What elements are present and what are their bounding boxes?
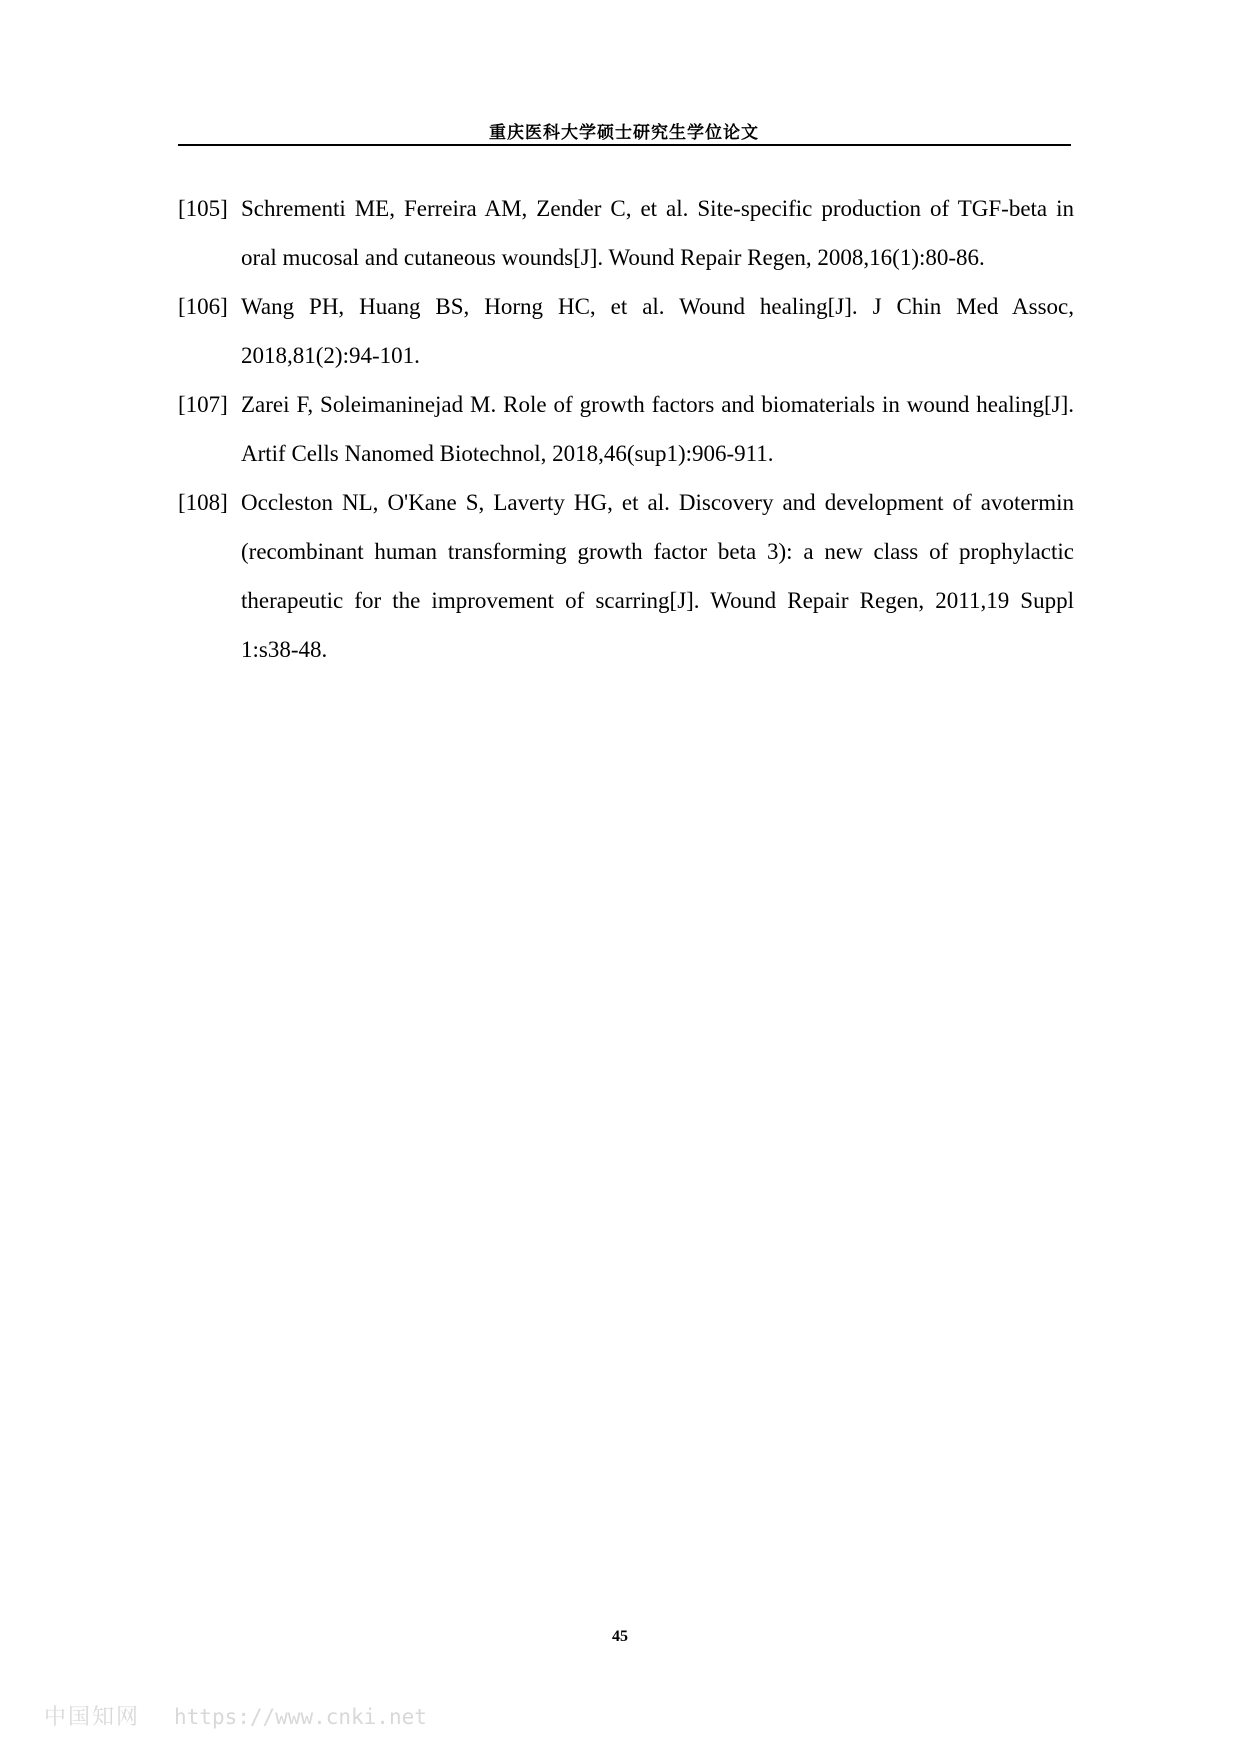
watermark	[44, 1700, 427, 1731]
reference-number: [105]	[178, 196, 228, 221]
page-header-title: 重庆医科大学硕士研究生学位论文	[489, 123, 759, 143]
reference-text: Schrementi ME, Ferreira AM, Zender C, et al. Site-specific production of TGF-beta in oral mucosal and cutaneous wounds[J]. Wound Repair Regen, 2008,16(1):80-86.	[241, 196, 1074, 270]
reference-item	[178, 380, 1074, 478]
reference-text: Occleston NL, O'Kane S, Laverty HG, et al. Discovery and development of avotermin (recombinant human transforming growth factor beta 3): a new class of prophylactic therapeutic for the improvement of scarring[J]. Wound Repair Regen, 2011,19 Suppl 1:s38-48.	[241, 490, 1074, 662]
reference-text: Wang PH, Huang BS, Horng HC, et al. Wound healing[J]. J Chin Med Assoc, 2018,81(2):94-101.	[241, 294, 1074, 368]
reference-item	[178, 184, 1074, 282]
watermark-brand: 中国知网	[44, 1705, 141, 1730]
reference-list	[178, 184, 1074, 674]
reference-item	[178, 282, 1074, 380]
reference-item	[178, 478, 1074, 674]
reference-number: [108]	[178, 490, 228, 515]
reference-number: [107]	[178, 392, 228, 417]
reference-number: [106]	[178, 294, 228, 319]
reference-text: Zarei F, Soleimaninejad M. Role of growth factors and biomaterials in wound healing[J]. Artif Cells Nanomed Biotechnol, 2018,46(sup1):906-911.	[241, 392, 1074, 466]
page-number: 45	[612, 1628, 628, 1645]
header-rule	[178, 144, 1071, 146]
watermark-url: https://www.cnki.net	[174, 1705, 427, 1729]
